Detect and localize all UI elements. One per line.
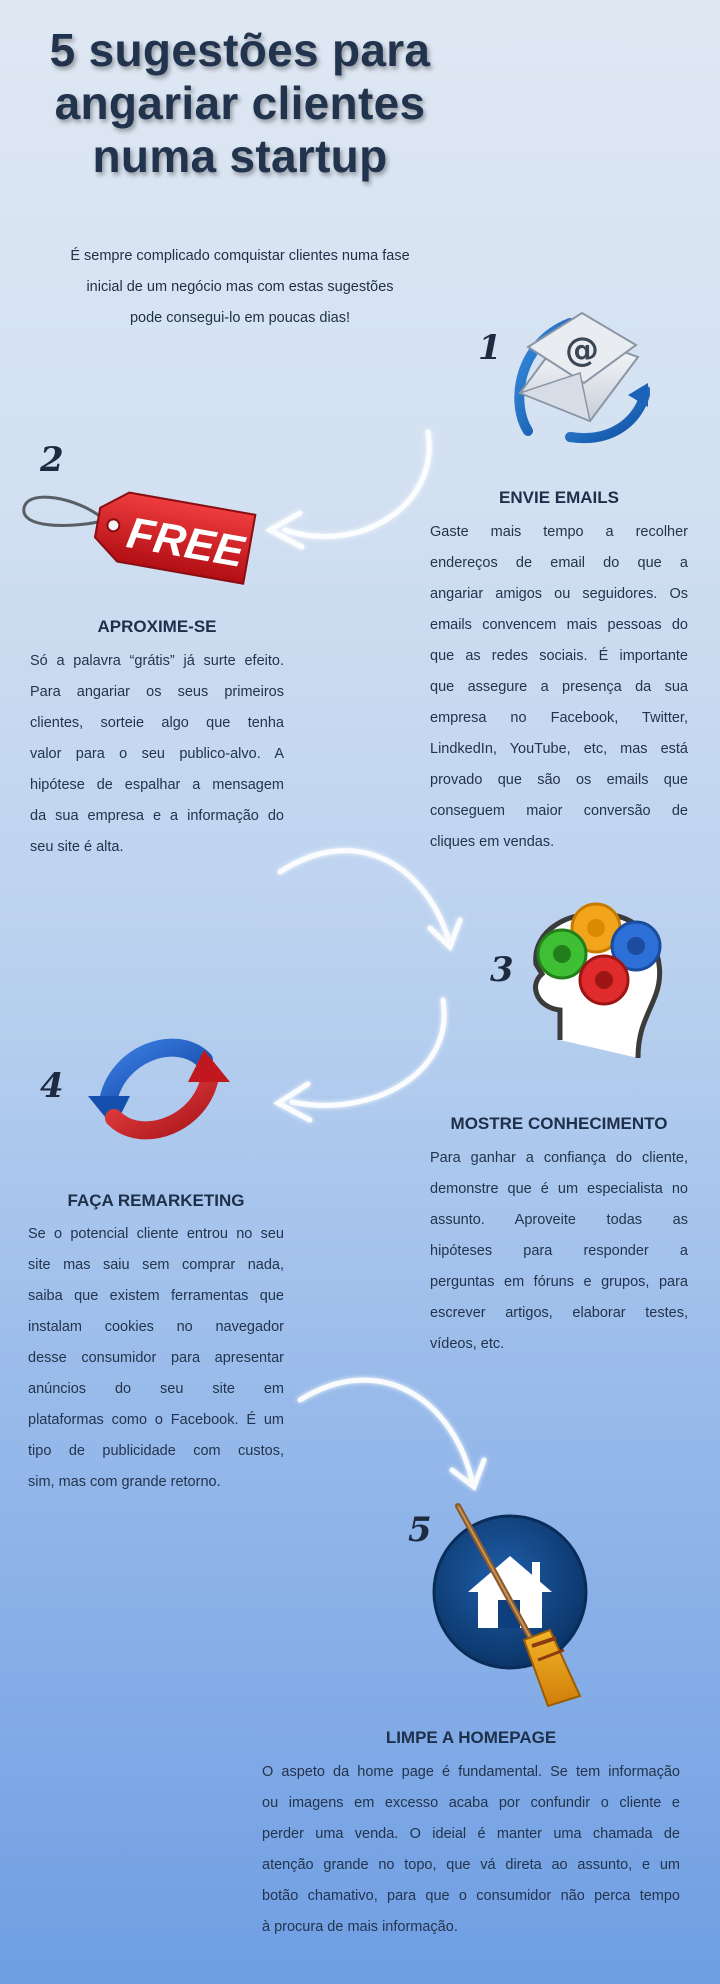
step-2-title: APROXIME-SE — [97, 617, 217, 636]
step-1-title: ENVIE EMAILS — [499, 488, 619, 507]
step-number-4: 4 — [40, 1066, 64, 1106]
step-1-line: angariar amigos ou seguidores. Os — [430, 586, 688, 602]
intro-line-2: inicial de um negócio mas com estas sugestões — [86, 279, 394, 295]
step-1-line: conseguem maior conversão de — [430, 803, 688, 819]
step-3-line: assunto. Aproveite todas as — [430, 1212, 688, 1228]
step-3-title: MOSTRE CONHECIMENTO — [450, 1114, 668, 1133]
step-number-3: 3 — [490, 950, 514, 990]
step-1-line: que assegure a presença da sua — [430, 679, 688, 695]
step-2-line: hipótese de espalhar a mensagem — [30, 777, 284, 793]
step-1-line: Gaste mais tempo a recolher — [430, 524, 688, 540]
step-5-line: O aspeto da home page é fundamental. Se tem informação — [262, 1764, 680, 1780]
arrow-4-to-5 — [300, 1380, 473, 1485]
step-5-line: ou imagens em excesso acaba por confundir o cliente e — [262, 1795, 680, 1811]
step-5-line: à procura de mais informação. — [262, 1919, 458, 1935]
step-4-line: Se o potencial cliente entrou no seu — [28, 1226, 284, 1242]
step-1-line: emails convencem mais pessoas do — [430, 617, 688, 633]
step-3-line: escrever artigos, elaborar testes, — [430, 1305, 688, 1321]
free-tag-icon — [18, 488, 258, 588]
intro-line-3: pode consegui-lo em poucas dias! — [129, 310, 351, 326]
home-broom-icon — [428, 1500, 598, 1710]
step-3-line: perguntas em fóruns e grupos, para — [430, 1274, 688, 1290]
intro-line-1: É sempre complicado comquistar clientes numa fase — [70, 248, 410, 264]
step-4-line: anúncios do seu site em — [28, 1381, 284, 1397]
step-2-line: valor para o seu publico-alvo. A — [30, 746, 284, 762]
title-line-1: 5 sugestões para — [49, 24, 431, 76]
step-5-line: botão chamativo, para que o consumidor não perca tempo — [262, 1888, 680, 1904]
step-1-line: que as redes sociais. É importante — [430, 648, 688, 664]
svg-text:@: @ — [565, 330, 599, 370]
step-number-2: 2 — [40, 440, 64, 480]
step-5-line: perder uma venda. O ideial é manter uma chamada de — [262, 1826, 680, 1842]
step-4-title: FAÇA REMARKETING — [67, 1191, 245, 1210]
title-line-3: numa startup — [92, 130, 388, 182]
step-4-line: saiba que existem ferramentas que — [28, 1288, 284, 1304]
step-4-line: tipo de publicidade com custos, — [28, 1443, 284, 1459]
step-1-line: empresa no Facebook, Twitter, — [430, 710, 688, 726]
step-number-5: 5 — [408, 1510, 432, 1550]
free-tag-label: FREE — [123, 508, 248, 577]
step-3-text — [430, 1143, 688, 1360]
step-1-line: cliques em vendas. — [430, 834, 555, 850]
step-2-line: da sua empresa e a informação do — [30, 808, 284, 824]
title-line-2: angariar clientes — [54, 77, 426, 129]
step-4-line: instalam cookies no navegador — [28, 1319, 284, 1335]
step-3-line: hipóteses para responder a — [430, 1243, 688, 1259]
step-2-line: seu site é alta. — [30, 839, 124, 855]
step-5-text — [262, 1757, 680, 1943]
step-4-line: sim, mas com grande retorno. — [28, 1474, 221, 1490]
arrow-2-to-3 — [280, 851, 450, 945]
step-3-line: Para ganhar a confiança do cliente, — [430, 1150, 688, 1166]
step-3-line: demonstre que é um especialista no — [430, 1181, 688, 1197]
step-2-line: Só a palavra “grátis” já surte efeito. — [30, 653, 284, 669]
arrow-1-to-2 — [285, 432, 429, 537]
step-3-line: vídeos, etc. — [430, 1336, 505, 1352]
step-1-line: endereços de email do que a — [430, 555, 688, 571]
step-2-line: clientes, sorteie algo que tenha — [30, 715, 284, 731]
step-1-line: LindkedIn, YouTube, etc, mas está — [430, 741, 688, 757]
step-4-line: site mas saiu sem comprar nada, — [28, 1257, 284, 1273]
step-number-1: 1 — [478, 328, 502, 368]
step-1-line: provado que são os emails que — [430, 772, 688, 788]
arrow-3-to-4 — [292, 1000, 444, 1105]
email-icon — [510, 303, 650, 455]
refresh-arrows-icon — [86, 1030, 232, 1148]
step-2-text — [30, 646, 284, 863]
step-4-line: desse consumidor para apresentar — [28, 1350, 284, 1366]
step-1-text — [430, 517, 688, 858]
step-4-text — [28, 1219, 284, 1498]
head-gears-icon — [520, 890, 672, 1060]
step-4-line: plataformas como o Facebook. É um — [28, 1412, 284, 1428]
step-2-line: Para angariar os seus primeiros — [30, 684, 284, 700]
step-5-title: LIMPE A HOMEPAGE — [385, 1728, 557, 1747]
step-5-line: atenção grande no topo, que vá direta ao assunto, e um — [262, 1857, 680, 1873]
